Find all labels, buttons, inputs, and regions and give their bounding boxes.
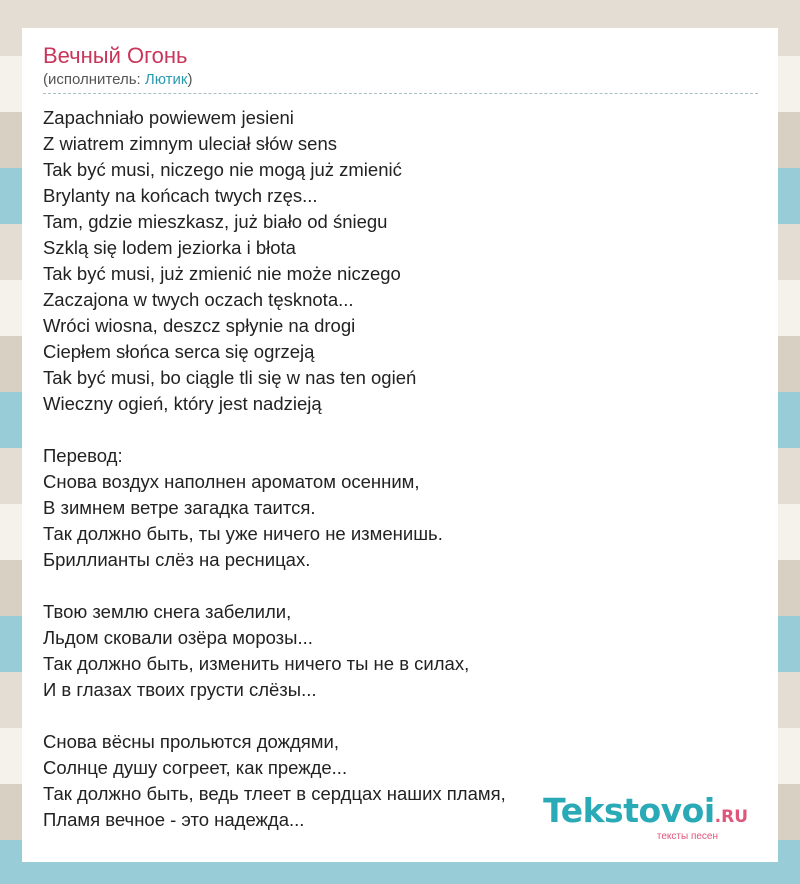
lyric-line: Szklą się lodem jeziorka i błota — [43, 237, 296, 258]
translation-line: Солнце душу согреет, как прежде... — [43, 757, 348, 778]
translation-line: И в глазах твоих грусти слёзы... — [43, 679, 317, 700]
translation-line: Снова воздух наполнен ароматом осенним, — [43, 471, 420, 492]
artist-link[interactable]: Лютик — [144, 71, 188, 88]
translation-line: Бриллианты слёз на ресницах. — [43, 549, 311, 570]
lyrics-card — [22, 28, 778, 862]
stanza-gap — [43, 417, 758, 443]
lyric-line: Tak być musi, już zmienić nie może niczego — [43, 263, 401, 284]
stanza-gap — [43, 573, 758, 599]
lyric-line: Wróci wiosna, deszcz spłynie na drogi — [43, 315, 356, 336]
lyric-line: Zapachniało powiewem jesieni — [43, 107, 294, 128]
stanza-gap — [43, 703, 758, 729]
lyrics-text — [43, 105, 758, 833]
logo-tld: .RU — [714, 807, 748, 827]
lyric-line: Tak być musi, bo ciągle tli się w nas ten ogień — [43, 367, 417, 388]
translation-line: Твою землю снега забелили, — [43, 601, 292, 622]
translation-line: Так должно быть, ты уже ничего не изменишь. — [43, 523, 443, 544]
translation-heading: Перевод: — [43, 445, 123, 466]
lyric-line: Wieczny ogień, który jest nadzieją — [43, 393, 322, 414]
translation-line: Снова вёсны прольются дождями, — [43, 731, 339, 752]
translation-line: Так должно быть, изменить ничего ты не в силах, — [43, 653, 470, 674]
artist-line — [43, 70, 758, 94]
artist-prefix: (исполнитель: — [43, 71, 145, 88]
logo-wordmark — [543, 791, 748, 834]
translation-line: В зимнем ветре загадка таится. — [43, 497, 316, 518]
lyric-line: Brylanty na końcach twych rzęs... — [43, 185, 318, 206]
translation-line: Так должно быть, ведь тлеет в сердцах наших пламя, — [43, 783, 506, 804]
logo-tagline: тексты песен — [656, 831, 718, 842]
lyric-line: Zaczajona w twych oczach tęsknota... — [43, 289, 354, 310]
site-logo[interactable] — [543, 791, 748, 842]
song-title: Вечный Огонь — [43, 43, 188, 68]
translation-line: Льдом сковали озёра морозы... — [43, 627, 313, 648]
lyric-line: Z wiatrem zimnym uleciał słów sens — [43, 133, 338, 154]
translation-line: Пламя вечное - это надежда... — [43, 809, 305, 830]
lyric-line: Tam, gdzie mieszkasz, już biało od śniegu — [43, 211, 388, 232]
logo-name: Tekstovoi — [543, 791, 715, 830]
artist-suffix: ) — [187, 71, 193, 88]
lyric-line: Ciepłem słońca serca się ogrzeją — [43, 341, 315, 362]
lyric-line: Tak być musi, niczego nie mogą już zmienić — [43, 159, 402, 180]
